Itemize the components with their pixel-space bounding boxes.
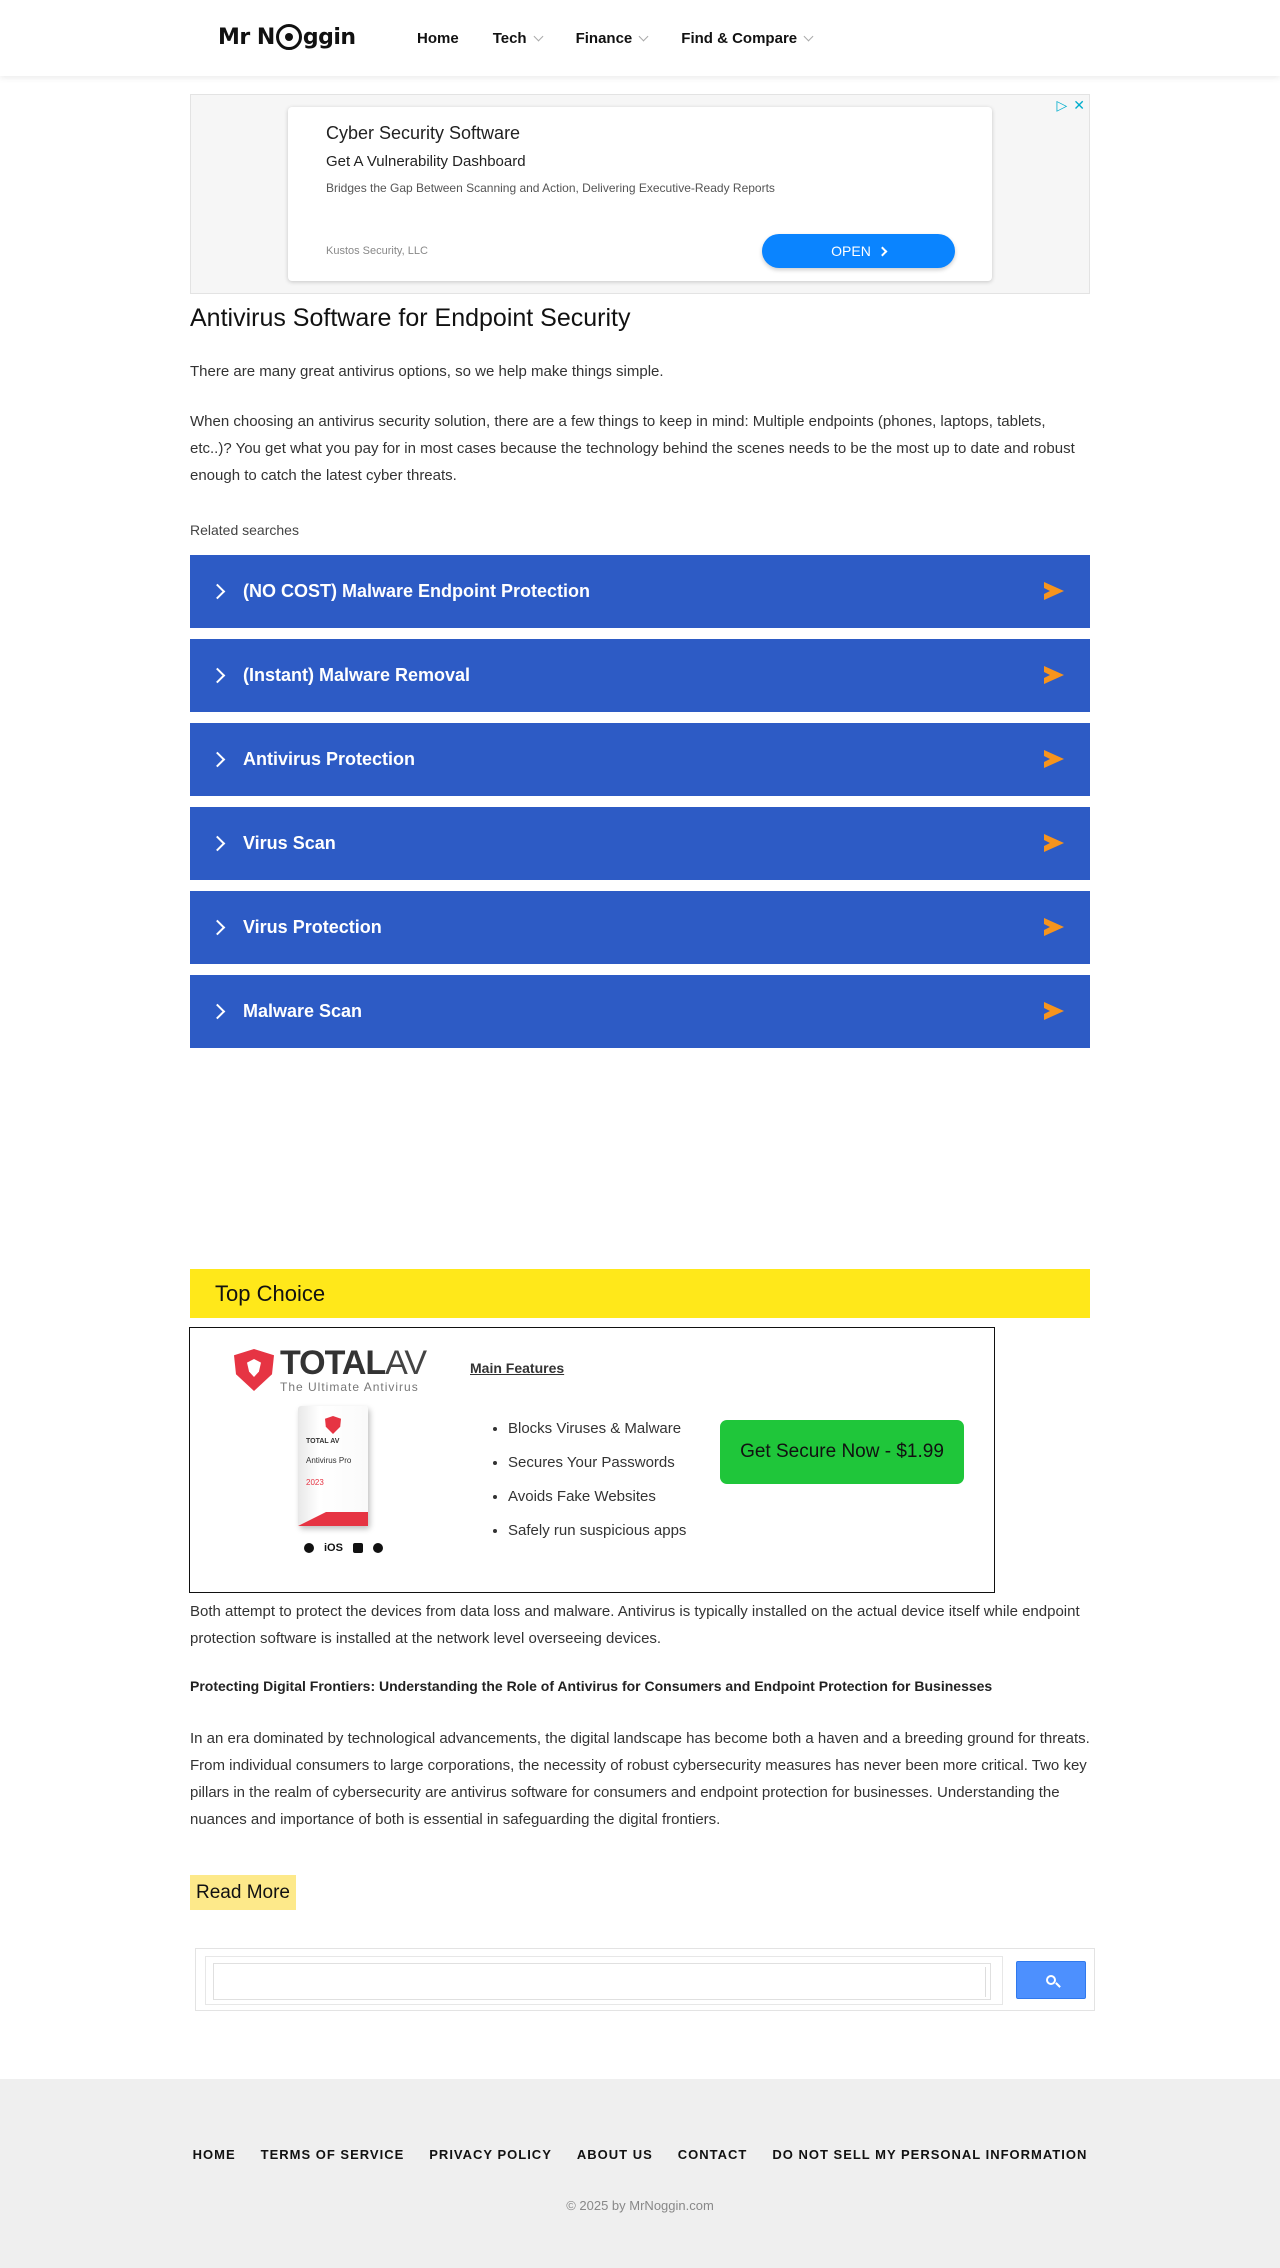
nav-item-label: Finance: [575, 29, 633, 47]
feature-item: • Secures Your Passwords: [508, 1446, 686, 1480]
adchoices-icon[interactable]: ▷: [1056, 97, 1068, 113]
features-heading: Main Features: [470, 1360, 565, 1376]
logo-eye-icon: [276, 24, 302, 50]
related-search-label: Antivirus Protection: [243, 749, 416, 769]
related-search-label: Virus Scan: [243, 833, 336, 853]
related-search-label: (NO COST) Malware Endpoint Protection: [243, 581, 591, 601]
main-nav: [417, 0, 846, 76]
top-choice-heading: Top Choice: [215, 1281, 326, 1306]
chevron-right-icon: [210, 584, 226, 600]
body-paragraph: In an era dominated by technological advancements, the digital landscape has become both a haven and a breeding ground for threats. From individual consumers to large corporations, the necessity of robust cybersecurity measures has never been more critical. Two key pillars in the realm of cybersecurity are antivirus software for consumers and endpoint protection for businesses. Understanding the nuances and importance of both is essential in safeguarding the digital frontiers.: [190, 1730, 1090, 1828]
features-list: [508, 1412, 686, 1548]
logo-text-start: Mr N: [218, 24, 275, 50]
nav-item-find-compare[interactable]: [681, 30, 812, 47]
ad-open-button[interactable]: [762, 234, 955, 268]
box-stripe: [298, 1512, 368, 1526]
feature-item: • Blocks Viruses & Malware: [508, 1412, 686, 1446]
brand-name-light: AV: [385, 1344, 427, 1382]
arrow-right-icon: [1044, 1002, 1064, 1020]
search-button[interactable]: [1016, 1961, 1086, 1999]
arrow-right-icon: [1044, 834, 1064, 852]
ad-subtitle: Get A Vulnerability Dashboard: [326, 153, 526, 170]
top-choice-banner: [190, 1269, 1090, 1318]
chevron-down-icon: [804, 31, 814, 41]
site-footer: [0, 2079, 1280, 2268]
related-search-item[interactable]: [190, 639, 1090, 712]
footer-link-terms[interactable]: TERMS OF SERVICE: [260, 2147, 405, 2162]
search-input[interactable]: [213, 1963, 991, 2000]
arrow-right-icon: [1044, 750, 1064, 768]
platform-icons: [304, 1542, 383, 1554]
related-search-item[interactable]: [190, 975, 1090, 1048]
chevron-right-icon: [877, 246, 887, 256]
box-year: 2023: [306, 1478, 324, 1487]
section-subheading: Protecting Digital Frontiers: Understanding the Role of Antivirus for Consumers and Endpoint Protection for Businesses: [190, 1678, 993, 1694]
site-header: [0, 0, 1280, 76]
related-search-label: Virus Protection: [243, 917, 382, 937]
box-product: Antivirus Pro: [306, 1456, 352, 1465]
totalav-logo[interactable]: [234, 1346, 426, 1394]
windows-icon: [353, 1543, 363, 1553]
chevron-right-icon: [210, 668, 226, 684]
chevron-down-icon: [639, 31, 649, 41]
related-search-item[interactable]: [190, 891, 1090, 964]
footer-link-contact[interactable]: CONTACT: [677, 2147, 748, 2162]
body-paragraph: Both attempt to protect the devices from data loss and malware. Antivirus is typically installed on the actual device itself while endpoint protection software is installed at the network level overseeing devices.: [190, 1603, 1080, 1647]
ad-description: Bridges the Gap Between Scanning and Action, Delivering Executive-Ready Reports: [326, 181, 775, 195]
copyright-text: © 2025 by MrNoggin.com: [566, 2198, 714, 2213]
footer-link-about[interactable]: ABOUT US: [576, 2147, 653, 2162]
feature-item: • Safely run suspicious apps: [508, 1514, 686, 1548]
related-searches-label: Related searches: [190, 522, 299, 538]
shield-icon: [234, 1349, 274, 1391]
chevron-down-icon: [533, 31, 543, 41]
related-search-item[interactable]: [190, 807, 1090, 880]
search-divider: [985, 1967, 986, 1997]
nav-item-label: Tech: [492, 29, 527, 47]
site-search: [195, 1948, 1095, 2011]
feature-item: • Avoids Fake Websites: [508, 1480, 686, 1514]
chevron-right-icon: [210, 836, 226, 852]
chevron-right-icon: [210, 1004, 226, 1020]
body-paragraph: When choosing an antivirus security solution, there are a few things to keep in mind: Multiple endpoints (phones, laptops, tablets, etc..)? You get what you pay for in most cases because the technology behind the scenes needs to be the most up to date and robust enough to catch the latest cyber threats.: [190, 413, 1075, 484]
nav-item-tech[interactable]: [493, 30, 542, 47]
chevron-right-icon: [210, 752, 226, 768]
related-search-label: Malware Scan: [243, 1001, 363, 1021]
shield-icon: [325, 1416, 341, 1434]
search-icon: [1046, 1975, 1056, 1985]
related-searches-list: [190, 555, 1090, 1059]
nav-item-home[interactable]: [417, 30, 459, 47]
ad-open-label: OPEN: [831, 243, 871, 259]
box-brand: TOTAL AV: [306, 1438, 340, 1445]
nav-item-finance[interactable]: [576, 30, 648, 47]
related-search-item[interactable]: [190, 723, 1090, 796]
footer-link-home[interactable]: HOME: [192, 2147, 236, 2162]
android-icon: [373, 1543, 383, 1553]
arrow-right-icon: [1044, 918, 1064, 936]
related-search-label: (Instant) Malware Removal: [243, 665, 471, 685]
page-title: Antivirus Software for Endpoint Security: [190, 304, 631, 332]
nav-item-label: Find & Compare: [681, 29, 798, 47]
related-search-item[interactable]: [190, 555, 1090, 628]
ios-label: iOS: [324, 1542, 343, 1554]
ad-controls: [1056, 97, 1085, 114]
product-box-image[interactable]: [298, 1406, 368, 1526]
brand-name-bold: TOTAL: [280, 1344, 386, 1382]
arrow-right-icon: [1044, 582, 1064, 600]
logo-text-end: ggin: [302, 24, 356, 50]
ad-title[interactable]: Cyber Security Software: [326, 123, 521, 143]
footer-nav: [0, 2147, 1280, 2162]
chevron-right-icon: [210, 920, 226, 936]
close-icon[interactable]: ✕: [1073, 97, 1085, 113]
ad-advertiser: Kustos Security, LLC: [326, 245, 428, 257]
arrow-right-icon: [1044, 666, 1064, 684]
search-box: [205, 1956, 1003, 2005]
footer-link-privacy[interactable]: PRIVACY POLICY: [429, 2147, 552, 2162]
top-choice-card: [189, 1327, 995, 1593]
brand-tagline: The Ultimate Antivirus: [280, 1380, 419, 1394]
get-secure-button[interactable]: Get Secure Now - $1.99: [720, 1420, 964, 1484]
footer-link-do-not-sell[interactable]: DO NOT SELL MY PERSONAL INFORMATION: [772, 2147, 1088, 2162]
read-more-button[interactable]: Read More: [190, 1875, 296, 1910]
site-logo[interactable]: [218, 20, 356, 54]
intro-paragraph: There are many great antivirus options, so we help make things simple.: [190, 363, 664, 380]
ad-banner[interactable]: [190, 94, 1090, 294]
apple-icon: [304, 1543, 314, 1553]
nav-item-label: Home: [417, 29, 459, 47]
ad-card[interactable]: [288, 107, 992, 281]
